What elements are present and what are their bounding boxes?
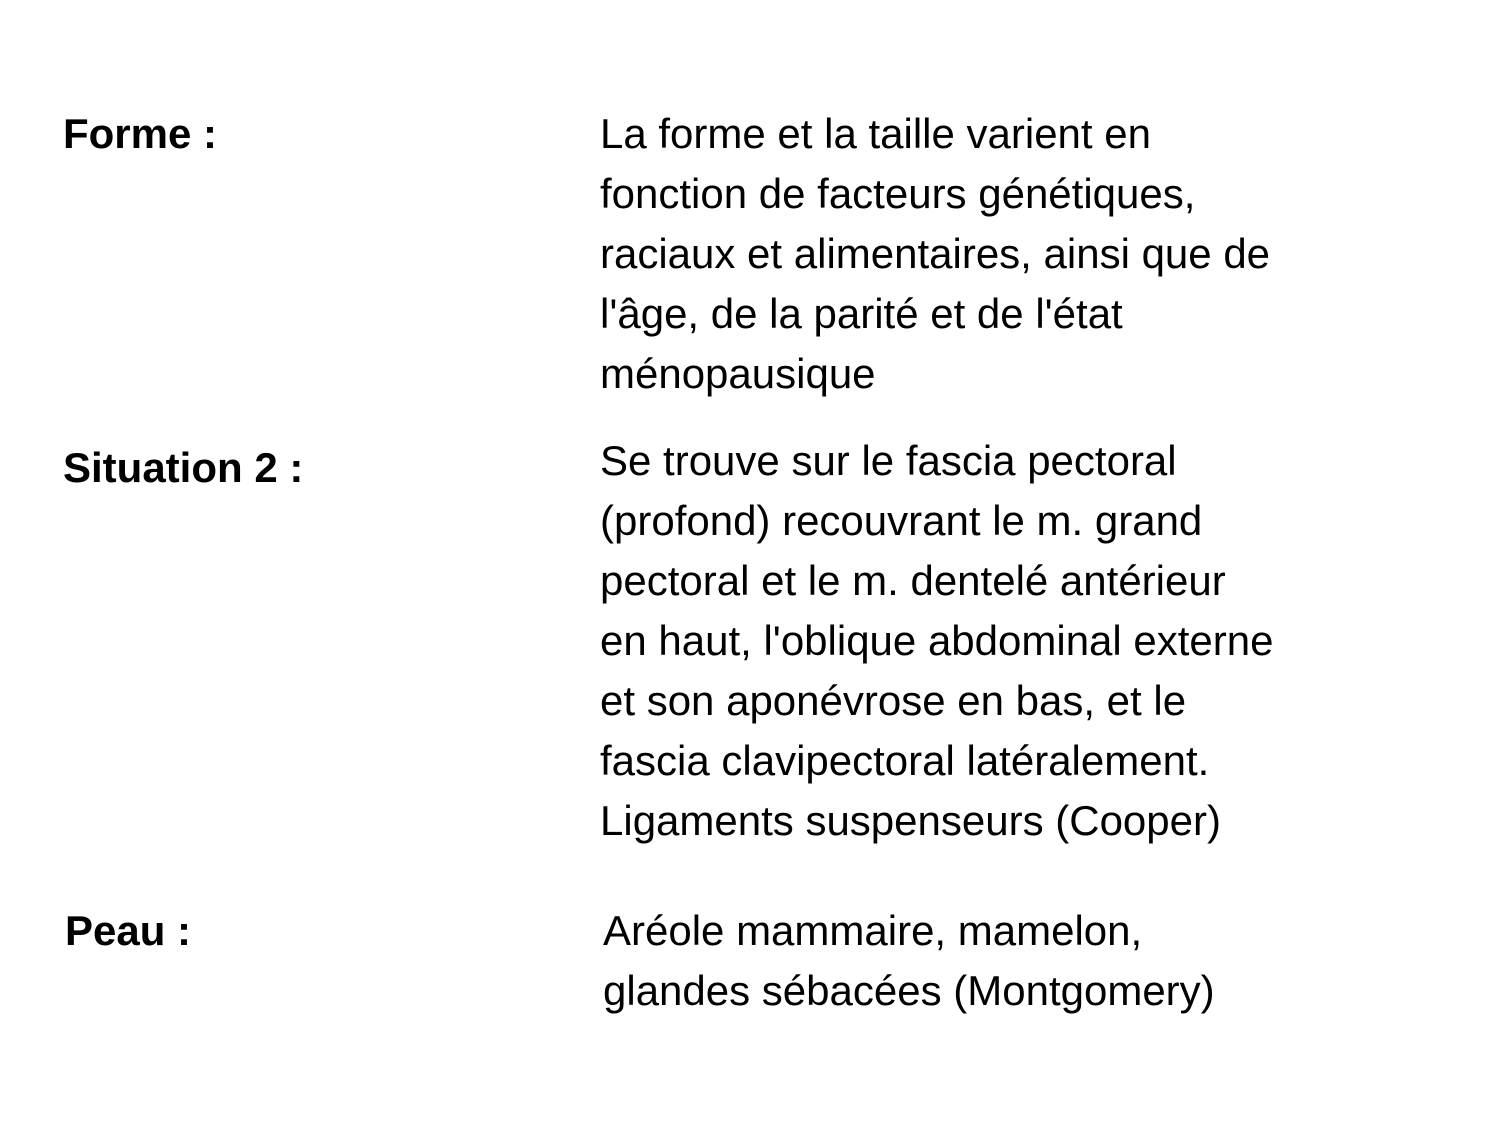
text-line: ménopausique (600, 350, 876, 397)
description-forme (600, 104, 1270, 404)
text-line: glandes sébacées (Montgomery) (603, 967, 1215, 1014)
text-line: fascia clavipectoral latéralement. (600, 737, 1210, 784)
text-line: (profond) recouvrant le m. grand (600, 497, 1203, 544)
text-line: Aréole mammaire, mamelon, (603, 907, 1143, 954)
text-line: La forme et la taille varient en (600, 110, 1151, 157)
text-line: raciaux et alimentaires, ainsi que de (600, 230, 1271, 277)
text-line: Ligaments suspenseurs (Cooper) (600, 797, 1221, 844)
text-line: Se trouve sur le fascia pectoral (600, 437, 1177, 484)
text-line: et son aponévrose en bas, et le (600, 677, 1187, 724)
label-forme: Forme : (63, 110, 218, 157)
text-line: l'âge, de la parité et de l'état (600, 290, 1123, 337)
text-line: en haut, l'oblique abdominal externe (600, 617, 1274, 664)
description-peau (603, 901, 1215, 1021)
text-line: pectoral et le m. dentelé antérieur (600, 557, 1226, 604)
text-line: fonction de facteurs génétiques, (600, 170, 1196, 217)
label-situation: Situation 2 : (63, 444, 304, 491)
description-situation (600, 431, 1274, 851)
label-peau: Peau : (65, 907, 192, 954)
